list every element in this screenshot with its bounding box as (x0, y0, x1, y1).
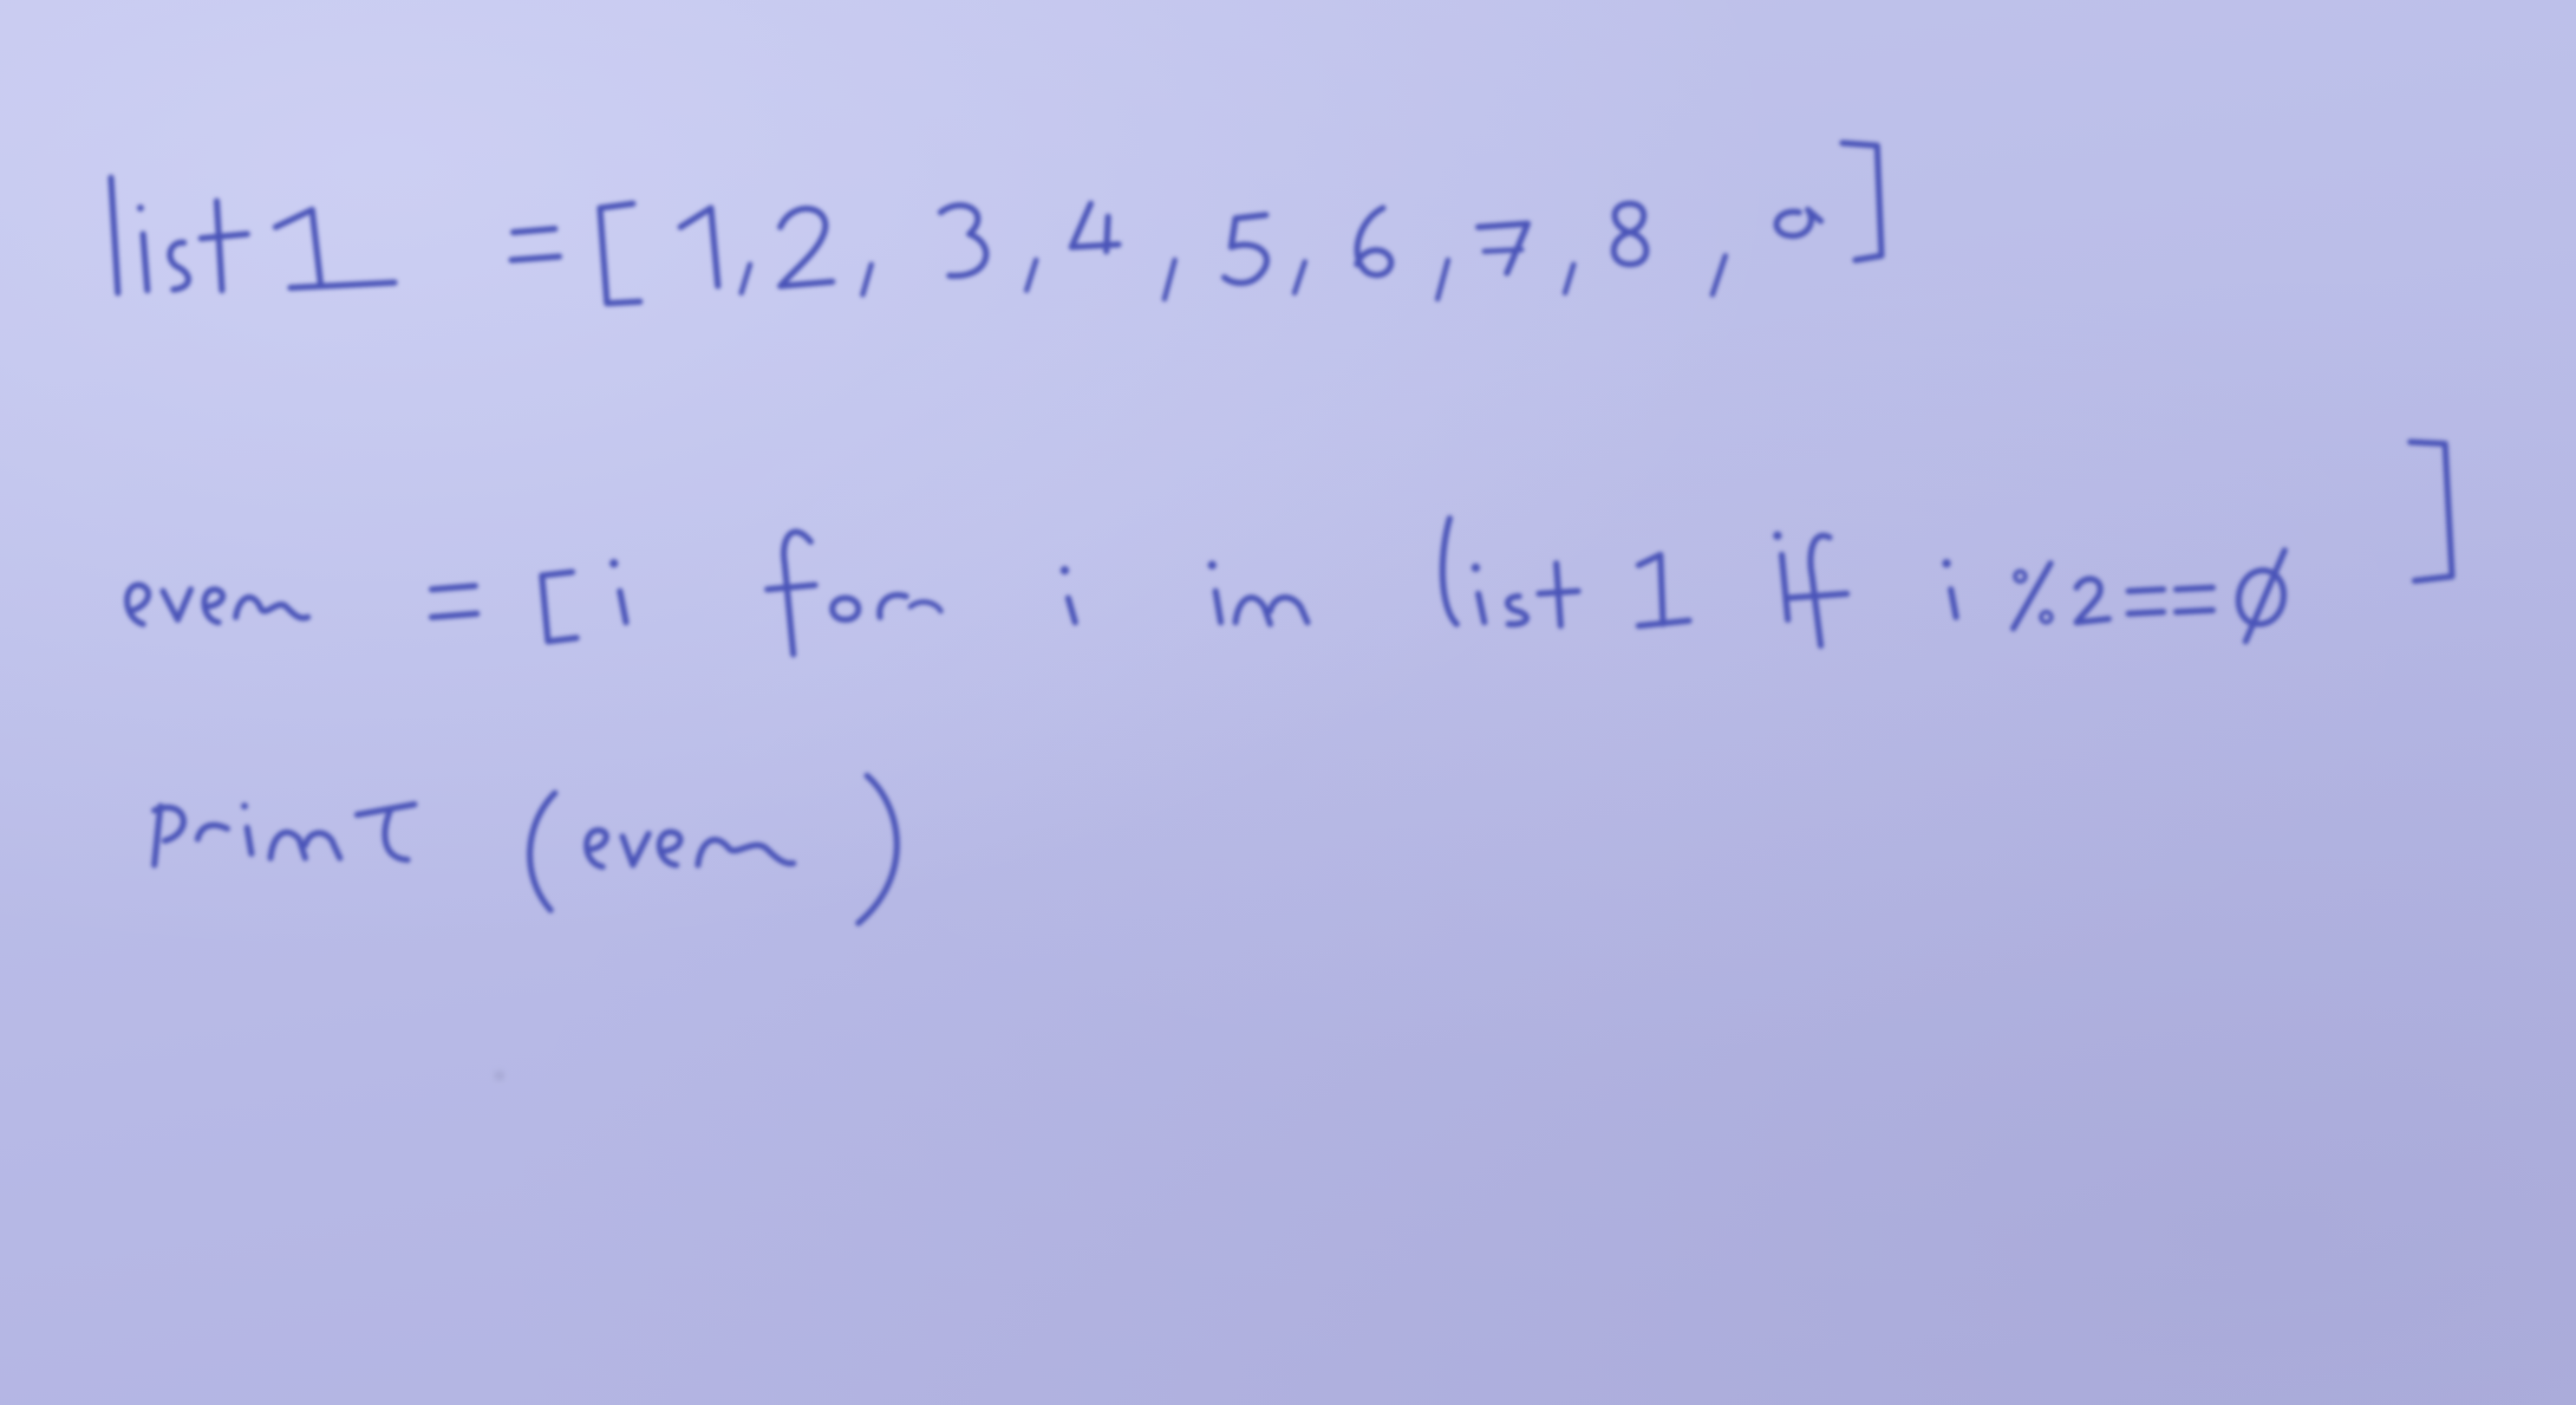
strokes-line-1 (111, 143, 1881, 303)
strokes-line-2 (127, 442, 2452, 654)
strokes-line-3 (154, 776, 897, 923)
